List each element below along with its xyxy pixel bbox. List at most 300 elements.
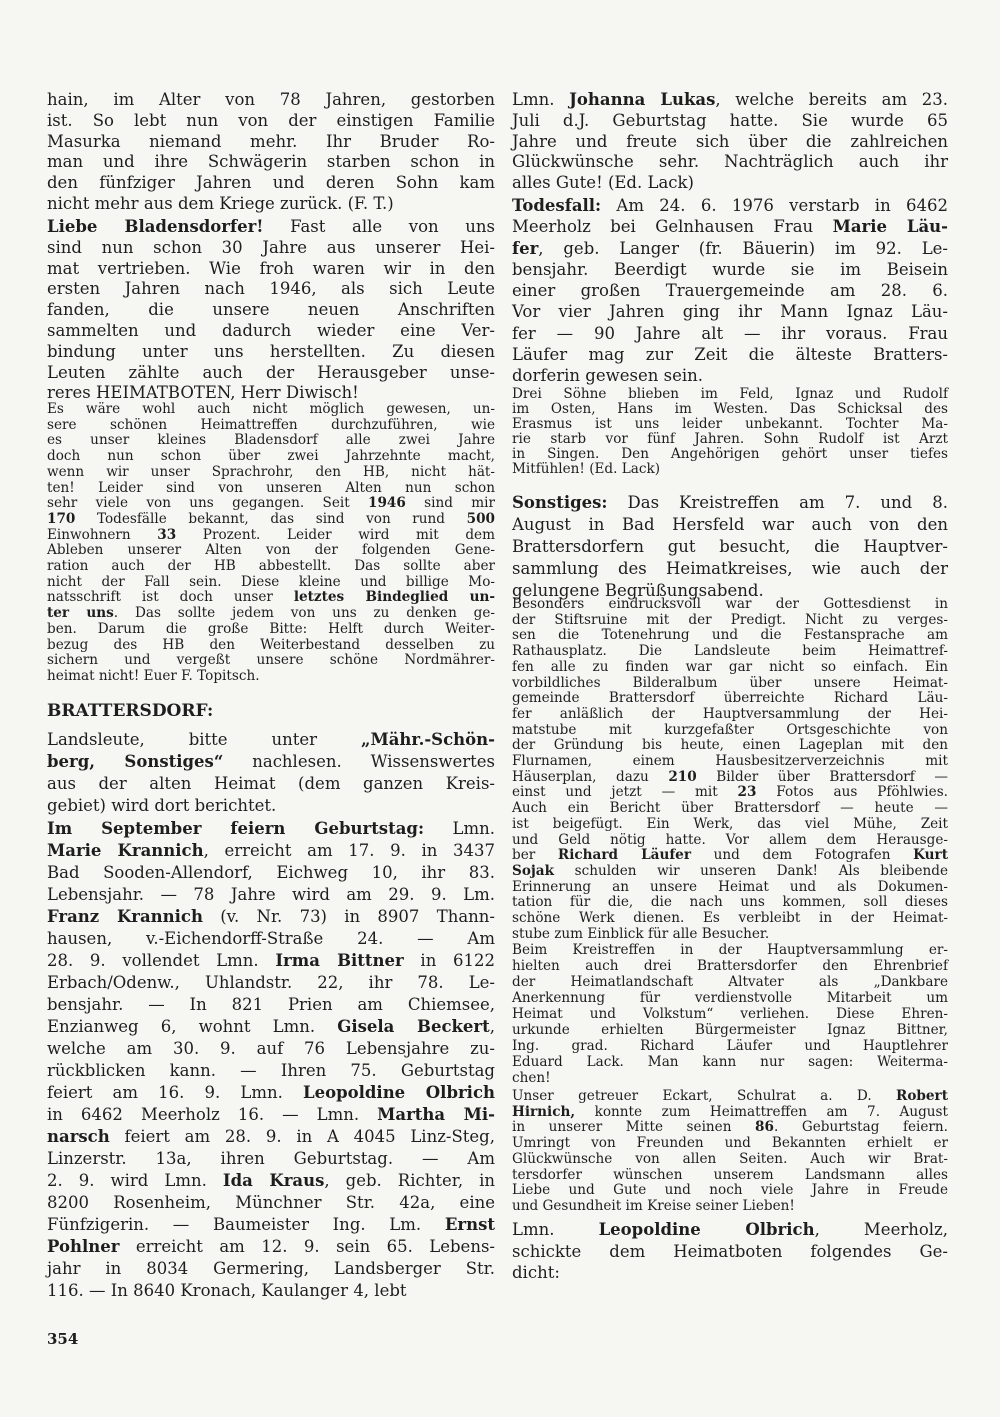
text: Erbach/Odenw., Uhlandstr. 22, ihr 78. Le- — [47, 973, 495, 992]
text-line — [47, 751, 495, 773]
text: August in Bad Hersfeld war auch von den — [512, 515, 948, 534]
text: 2. 9. wird Lmn. — [47, 1171, 223, 1190]
text-line — [47, 418, 495, 434]
text: in 6122 — [403, 951, 495, 970]
text-line — [512, 1136, 948, 1152]
text-line — [47, 152, 495, 173]
text-line — [512, 514, 948, 536]
text-line — [47, 1016, 495, 1038]
text-line — [47, 1082, 495, 1104]
bold-text: ter uns — [47, 605, 114, 622]
text: Enzianweg 6, wohnt Lmn. — [47, 1017, 338, 1036]
text-line — [47, 111, 495, 132]
text: doch nun schon über zwei Jahrzehnte macht, — [47, 448, 495, 465]
text-line — [512, 770, 948, 786]
text-line — [47, 1192, 495, 1214]
text: gemeinde Brattersdorf überreichte Richard Läu- — [512, 690, 948, 707]
text: fen alle zu finden war gar nicht so einfach. Ein — [512, 658, 948, 675]
text-line — [512, 492, 948, 514]
text: Häuserplan, dazu — [512, 768, 669, 785]
text: sere schönen Heimattreffen durchzuführen, wie — [47, 416, 495, 433]
text-line — [512, 1183, 948, 1199]
text: und Geld nötig hatte. Vor allem dem Herausge- — [512, 831, 948, 848]
text: den fünfziger Jahren und deren Sohn kam — [47, 173, 495, 193]
text: Eduard Lack. Man kann nur sagen: Weiterma- — [512, 1054, 948, 1070]
text: Liebe und Gute und noch viele Jahre in Freude — [512, 1182, 948, 1199]
text: welche am 30. 9. auf 76 Lebensjahre zu- — [47, 1039, 495, 1058]
bold-text: 170 — [47, 510, 76, 527]
text-line — [512, 216, 948, 237]
text-line — [512, 1120, 948, 1136]
text: hielten auch drei Brattersdorfer den Ehrenbrief — [512, 958, 948, 974]
text-line — [47, 342, 495, 363]
text-line — [512, 754, 948, 770]
text: Masurka niemand mehr. Ihr Bruder Ro- — [47, 131, 495, 151]
text: schickte dem Heimatboten folgendes Ge- — [512, 1241, 948, 1261]
text: bensjahr. Beerdigt wurde sie im Beisein — [512, 259, 948, 279]
text: jahr in 8034 Germering, Landsberger Str. — [47, 1259, 495, 1278]
text-line — [512, 417, 948, 432]
text: sichern und vergeßt unsere schöne Nordmährer- — [47, 652, 495, 669]
text-line — [47, 528, 495, 544]
ehrenbrief-report — [512, 942, 948, 1086]
text: nicht mehr aus dem Kriege zurück. (F. T.) — [47, 193, 394, 213]
text: sind mir — [405, 495, 495, 512]
text: bensjahr. — In 821 Prien am Chiemsee, — [47, 995, 495, 1014]
text-line — [512, 365, 948, 386]
text-line — [512, 1262, 948, 1284]
text: Todesfälle bekannt, das sind von rund — [75, 510, 467, 527]
text-line — [512, 1054, 948, 1070]
text: tersdorfer wünschen unserem Landsmann alles — [512, 1166, 948, 1183]
text: gebiet) wird dort berichtet. — [47, 796, 277, 815]
text-line — [512, 738, 948, 754]
text-line — [512, 628, 948, 644]
text-line — [512, 597, 948, 613]
text: , geb. Richter, in — [324, 1171, 495, 1190]
bold-text: Richard Läufer — [557, 847, 691, 864]
bold-text: 210 — [668, 768, 697, 785]
brattersdorf-intro — [47, 729, 495, 817]
text: nicht der Fall sein. Diese kleine und billige Mo- — [47, 573, 495, 590]
bold-text: Hirnich, — [512, 1103, 576, 1120]
bladensdorf-letter-body — [47, 402, 495, 685]
hirnich-birthday — [512, 1089, 948, 1215]
text: , welche bereits am 23. — [715, 90, 948, 109]
text: Fast alle von uns — [263, 217, 495, 236]
text: Drei Söhne blieben im Feld, Ignaz und Rudolf — [512, 386, 948, 402]
text-line — [512, 152, 948, 173]
text-line — [47, 238, 495, 259]
text: konnte zum Heimattreffen am 7. August — [575, 1103, 948, 1120]
text: ben. Darum die große Bitte: Helft durch Weiter- — [47, 620, 495, 637]
text-line — [47, 575, 495, 591]
text-line — [512, 558, 948, 580]
text: Beim Kreistreffen in der Hauptversammlung er- — [512, 942, 948, 958]
text-line — [47, 543, 495, 559]
text-line — [47, 481, 495, 497]
text-line — [512, 1006, 948, 1022]
text: Glückwünsche von allen Seiten. Auch wir Brat- — [512, 1150, 948, 1167]
bold-text: Liebe Bladensdorfer! — [47, 217, 264, 236]
text-line — [47, 402, 495, 418]
text-line — [47, 994, 495, 1016]
text-line — [512, 644, 948, 660]
text-line — [512, 833, 948, 849]
bold-text: „Mähr.-Schön- — [360, 730, 495, 749]
text: Erinnerung an unsere Heimat und als Dokumen- — [512, 878, 948, 895]
text: urkunde erhielten Bürgermeister Ignaz Bittner, — [512, 1022, 948, 1038]
text-line — [512, 1219, 948, 1241]
text: Lmn. — [512, 1220, 599, 1239]
text: rie starb vor fünf Jahren. Sohn Rudolf ist Arzt — [512, 431, 948, 448]
text-line — [512, 90, 948, 111]
text: ersten Jahren nach 1946, als sich Leute — [47, 279, 495, 299]
september-birthdays — [47, 818, 495, 1302]
bold-text: Sonstiges: — [512, 493, 608, 512]
text-line — [47, 840, 495, 862]
text: , — [489, 1017, 495, 1036]
bold-text: Kurt — [913, 847, 948, 864]
bold-text: Leopoldine Olbrich — [598, 1220, 815, 1239]
text: Flurnamen, einem Hausbesitzerverzeichnis mit — [512, 753, 948, 770]
text-line — [47, 90, 495, 111]
text-line — [512, 1070, 948, 1086]
text-line — [47, 773, 495, 795]
text-line — [512, 280, 948, 301]
text-line — [47, 590, 495, 606]
text: stube zum Einblick für alle Besucher. — [512, 925, 770, 942]
text: Fünfzigerin. — Baumeister Ing. Lm. — [47, 1215, 445, 1234]
text-line — [512, 974, 948, 990]
bold-text: fer — [512, 238, 539, 258]
text-line — [512, 676, 948, 692]
text-line — [512, 259, 948, 280]
obituary-continuation — [47, 90, 495, 215]
text: Vor vier Jahren ging ihr Mann Ignaz Läu- — [512, 302, 948, 322]
bold-text: Irma Bittner — [275, 951, 404, 970]
text-line — [512, 927, 948, 943]
text: Auch ein Bericht über Brattersdorf — heute — — [512, 800, 948, 817]
text-line — [47, 363, 495, 384]
text: tation für die, die nach uns kommen, soll dieses — [512, 894, 948, 911]
text: fer anläßlich der Hauptversammlung der Hei- — [512, 705, 948, 722]
text: Besonders eindrucksvoll war der Gottesdienst in — [512, 596, 948, 612]
text: Einwohnern — [47, 526, 158, 543]
text-line — [47, 433, 495, 449]
text: in 6462 Meerholz 16. — Lmn. — [47, 1105, 378, 1124]
text: feiert am 16. 9. Lmn. — [47, 1083, 303, 1102]
text: ten! Leider sind von unseren Alten nun schon — [47, 479, 495, 496]
text: , erreicht am 17. 9. in 3437 — [203, 841, 495, 860]
text: sen die Totenehrung und die Festansprache am — [512, 627, 948, 644]
text: bindung unter uns herstellten. Zu diesen — [47, 341, 495, 361]
text: Es wäre wohl auch nicht möglich gewesen, un- — [47, 401, 495, 417]
text-line — [512, 447, 948, 462]
text: Am 24. 6. 1976 verstarb in 6462 — [601, 196, 948, 215]
text-line — [47, 701, 495, 722]
text-line — [47, 1170, 495, 1192]
text-line — [47, 559, 495, 575]
text-line — [47, 622, 495, 638]
text-line — [512, 1089, 948, 1105]
text: 116. — In 8640 Kronach, Kaulanger 4, lebt — [47, 1281, 407, 1300]
text: Bilder über Brattersdorf — — [696, 768, 948, 785]
bold-text: 23 — [737, 784, 757, 801]
text: ist beigefügt. Ein Werk, das viel Mühe, Zeit — [512, 815, 948, 832]
text-line — [47, 950, 495, 972]
text-line — [47, 132, 495, 153]
text: sammelten und dadurch wieder eine Ver- — [47, 320, 495, 340]
page-number: 354 — [47, 1330, 79, 1348]
text-line — [47, 1280, 495, 1302]
bold-text: Leopoldine Olbrich — [302, 1083, 495, 1102]
text-line — [512, 111, 948, 132]
text-line — [47, 972, 495, 994]
text: im Osten, Hans im Westen. Das Schicksal des — [512, 401, 948, 418]
text: Heimat und Volkstum“ verliehen. Diese Ehren- — [512, 1006, 948, 1022]
bold-text: berg, Sonstiges“ — [47, 752, 224, 771]
text: 8200 Rosenheim, Münchner Str. 42a, eine — [47, 1193, 495, 1212]
text-line — [47, 1060, 495, 1082]
text: wenn wir unser Sprachrohr, den HB, nicht hät- — [47, 463, 495, 480]
text-line — [47, 1126, 495, 1148]
text: Mitfühlen! (Ed. Lack) — [512, 461, 661, 478]
text: . Das sollte jedem von uns zu denken ge- — [113, 605, 496, 622]
text-line — [512, 195, 948, 216]
text-line — [47, 217, 495, 238]
text: ber — [512, 847, 558, 864]
bold-text: Im September feiern Geburtstag: — [47, 819, 425, 838]
text: alles Gute! (Ed. Lack) — [512, 173, 694, 193]
text: Das Kreistreffen am 7. und 8. — [607, 493, 948, 512]
text-line — [512, 173, 948, 194]
text-line — [47, 928, 495, 950]
text: bezug des HB den Weiterbestand desselben zu — [47, 636, 495, 653]
text: Ableben unserer Alten von der folgenden Gene- — [47, 542, 495, 559]
text: vorbildliches Bilderalbum über unsere Heimat- — [512, 674, 948, 691]
text-line — [47, 1104, 495, 1126]
text: Bad Sooden-Allendorf, Eichweg 10, ihr 83. — [47, 863, 495, 882]
bold-text: Johanna Lukas — [569, 90, 716, 109]
text-line — [47, 669, 495, 685]
bold-text: 86 — [755, 1119, 774, 1136]
bold-text: Ida Kraus — [222, 1171, 325, 1190]
text-line — [47, 818, 495, 840]
text: chen! — [512, 1070, 551, 1086]
text-line — [512, 432, 948, 447]
text-line — [512, 895, 948, 911]
text: einer großen Trauergemeinde am 28. 6. — [512, 281, 948, 301]
text: Juli d.J. Geburtstag hatte. Sie wurde 65 — [512, 110, 948, 130]
text: natsschrift ist doch unser — [47, 589, 294, 606]
text-line — [512, 707, 948, 723]
text: reres HEIMATBOTEN, Herr Diwisch! — [47, 383, 359, 403]
text: ration auch der HB abbestellt. Das sollte aber — [47, 558, 495, 575]
text-line — [512, 1152, 948, 1168]
text-line — [512, 942, 948, 958]
text: Lmn. — [512, 90, 570, 109]
bold-text: Franz Krannich — [47, 907, 203, 926]
text-line — [47, 1258, 495, 1280]
text-line — [47, 729, 495, 751]
text-line — [47, 465, 495, 481]
text: . Geburtstag feiern. — [773, 1119, 948, 1136]
text: gelungene Begrüßungsabend. — [512, 581, 764, 600]
death-notice — [512, 195, 948, 387]
text: rückblicken kann. — Ihren 75. Geburtstag — [47, 1061, 495, 1080]
text: hausen, v.-Eichendorff-Straße 24. — Am — [47, 929, 495, 948]
text-line — [512, 1241, 948, 1263]
bold-text: 33 — [157, 526, 177, 543]
text-line — [512, 880, 948, 896]
text: Fotos aus Pföhlwies. — [756, 784, 948, 801]
text-line — [47, 496, 495, 512]
text: Unser getreuer Eckart, Schulrat a. D. — [512, 1088, 897, 1104]
text: , geb. Langer (fr. Bäuerin) im 92. Le- — [538, 238, 948, 258]
miscellaneous-section — [512, 492, 948, 602]
text-line — [512, 1105, 948, 1121]
text: fanden, die unsere neuen Anschriften — [47, 300, 495, 320]
text-line — [512, 691, 948, 707]
text-line — [47, 884, 495, 906]
text: es unser kleines Bladensdorf alle zwei Jahre — [47, 432, 495, 449]
bold-text: 1946 — [368, 495, 406, 512]
text: dorferin gewesen sein. — [512, 366, 703, 386]
text-line — [47, 194, 495, 215]
text-line — [47, 259, 495, 280]
text: (v. Nr. 73) in 8907 Thann- — [202, 907, 495, 926]
text: ist. So lebt nun von der einstigen Familie — [47, 110, 495, 130]
text: Läufer mag zur Zeit die älteste Bratters- — [512, 345, 948, 365]
text-line — [512, 344, 948, 365]
bold-text: letztes Bindeglied un- — [293, 589, 495, 606]
text-line — [47, 1038, 495, 1060]
text: feiert am 28. 9. in A 4045 Linz-Steg, — [109, 1127, 495, 1146]
text: Lmn. — [424, 819, 495, 838]
text-line — [512, 323, 948, 344]
text: Rathausplatz. Die Landsleute beim Heimattref- — [512, 643, 948, 660]
bold-text: Ernst — [444, 1215, 495, 1234]
text: der Gründung bis heute, einen Lageplan mit den — [512, 737, 948, 754]
bold-text: BRATTERSDORF: — [47, 701, 214, 721]
text-line — [512, 462, 948, 477]
text-line — [47, 300, 495, 321]
text-line — [47, 1148, 495, 1170]
bold-text: Todesfall: — [512, 196, 602, 215]
bold-text: narsch — [47, 1127, 110, 1146]
text-line — [47, 906, 495, 928]
text: Umringt von Freunden und Bekannten erhielt er — [512, 1135, 948, 1152]
text-line — [512, 848, 948, 864]
text-line — [512, 723, 948, 739]
text: in Singen. Den Angehörigen gehört unser tiefes — [512, 446, 948, 463]
text: und dem Fotografen — [690, 847, 914, 864]
text: aus der alten Heimat (dem ganzen Kreis- — [47, 774, 495, 793]
text: man und ihre Schwägerin starben schon in — [47, 152, 495, 172]
text: der Stiftsruine mit der Predigt. Nicht zu verges- — [512, 611, 948, 628]
text-line — [47, 449, 495, 465]
death-notice-details — [512, 387, 948, 478]
text-line — [512, 864, 948, 880]
bladensdorf-letter — [47, 217, 495, 404]
text-line — [47, 606, 495, 622]
text-line — [512, 660, 948, 676]
birthday-note-lukas — [512, 90, 948, 194]
text-line — [512, 785, 948, 801]
text-line — [47, 653, 495, 669]
text: hain, im Alter von 78 Jahren, gestorben — [47, 90, 495, 109]
text: Prozent. Leider wird mit dem — [176, 526, 495, 543]
text: fer — 90 Jahre alt — ihr voraus. Frau — [512, 323, 948, 343]
text-line — [512, 1168, 948, 1184]
text: Meerholz bei Gelnhausen Frau — [512, 217, 833, 237]
bold-text: Gisela Beckert — [337, 1017, 490, 1036]
text-line — [512, 817, 948, 833]
text-line — [47, 862, 495, 884]
text-line — [512, 801, 948, 817]
text: heimat nicht! Euer F. Topitsch. — [47, 667, 260, 684]
text-line — [512, 132, 948, 153]
text-line — [512, 301, 948, 322]
text: Jahre und freute sich über die zahlreichen — [512, 131, 948, 151]
text: Lebensjahr. — 78 Jahre wird am 29. 9. Lm. — [47, 885, 495, 904]
text-line — [512, 1199, 948, 1215]
text-line — [47, 638, 495, 654]
text-line — [512, 958, 948, 974]
text: erreicht am 12. 9. sein 65. Lebens- — [119, 1237, 495, 1256]
text-line — [47, 321, 495, 342]
text-line — [47, 173, 495, 194]
text: schulden wir unseren Dank! Als bleibende — [554, 862, 948, 879]
text: , Meerholz, — [814, 1220, 948, 1239]
text-line — [512, 990, 948, 1006]
text: in unserer Mitte seinen — [512, 1119, 756, 1136]
text-line — [47, 279, 495, 300]
bold-text: Sojak — [512, 862, 555, 879]
bold-text: Marie Krannich — [47, 841, 204, 860]
poem-intro — [512, 1219, 948, 1284]
text: der Heimatlandschaft Altvater als „Dankbare — [512, 974, 948, 990]
text: dicht: — [512, 1263, 560, 1282]
text-line — [512, 387, 948, 402]
text-line — [47, 1236, 495, 1258]
bold-text: Pohlner — [47, 1237, 120, 1256]
text: schöne Werk dienen. Es verbleibt in der Heimat- — [512, 910, 948, 927]
text: einst und jetzt — mit — [512, 784, 738, 801]
text: Glückwünsche sehr. Nachträglich auch ihr — [512, 152, 948, 172]
bold-text: 500 — [466, 510, 495, 527]
text-line — [47, 512, 495, 528]
text-line — [512, 238, 948, 259]
text: sind nun schon 30 Jahre aus unserer Hei- — [47, 237, 495, 257]
kreistreffen-report — [512, 597, 948, 942]
text-line — [512, 402, 948, 417]
text-line — [512, 1038, 948, 1054]
text: Ing. grad. Richard Läufer und Hauptlehrer — [512, 1038, 948, 1054]
text-line — [512, 911, 948, 927]
text-line — [47, 795, 495, 817]
bold-text: Marie Läu- — [832, 217, 948, 237]
section-heading-brattersdorf — [47, 701, 495, 722]
text-line — [512, 536, 948, 558]
text-line — [47, 1214, 495, 1236]
text: sammlung des Heimatkreises, wie auch der — [512, 559, 948, 578]
text: und Gesundheit im Kreise seiner Lieben! — [512, 1197, 795, 1214]
text: Leuten zählte auch der Herausgeber unse- — [47, 362, 495, 382]
text: Linzerstr. 13a, ihren Geburtstag. — Am — [47, 1149, 495, 1168]
text: mat vertrieben. Wie froh waren wir in den — [47, 258, 495, 278]
